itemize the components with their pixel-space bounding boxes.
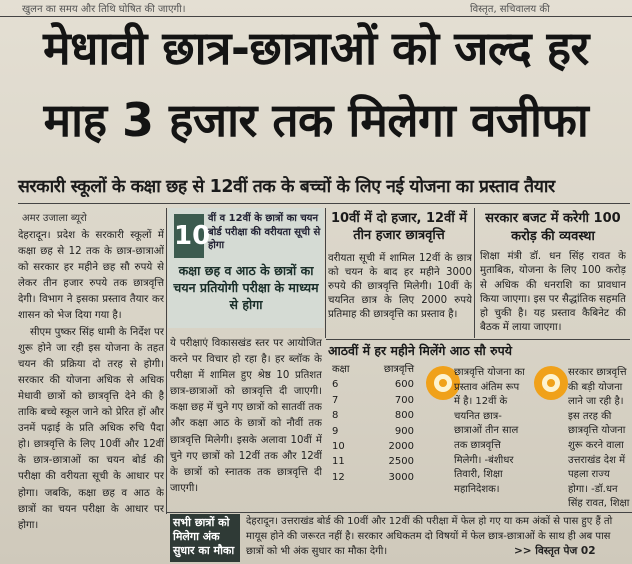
top-strip bbox=[0, 0, 632, 16]
subheadline: सरकारी स्कूलों के कक्षा छह से 12वीं तक के बच्चों के लिए नई योजना का प्रस्ताव तैयार bbox=[18, 177, 555, 197]
panel-rule bbox=[326, 339, 630, 340]
table-cell-amount: 3000 bbox=[388, 471, 414, 483]
top-strip-left: खुलन का समय और तिथि घोषित की जाएगी। bbox=[22, 4, 186, 15]
bottom-rule bbox=[166, 512, 632, 513]
col1-para-2: सीएम पुष्कर सिंह धामी के निर्देश पर शुरू होने जा रही इस योजना के तहत चयन की प्रक्रिया दो तरह से होगी। सरकार की योजना अधिक से अधिक मेधावी छात्रों को छात्रवृत्ति देने की है ताकि बच्चे स्कूल जाने को प्रेरित हों और उनमें पढ़ाई के प्रति अधिक रुचि पैदा हो। छात्रवृत्ति के लिए 10वीं और 12वीं के छात्र-छात्राओं का चयन बोर्ड की परीक्षा की वरीयता सूची के आधार पर होगा। जबकि, कक्षा छह व आठ के छात्रों का चयन परीक्षा के आधार पर होगा। bbox=[18, 326, 164, 531]
headline-line1: मेधावी छात्र-छात्राओं को जल्द हर bbox=[43, 21, 589, 75]
byline: अमर उजाला ब्यूरो bbox=[22, 213, 87, 224]
continued-link[interactable]: >> विस्तृत पेज 02 bbox=[514, 545, 596, 557]
table-cell-amount: 600 bbox=[394, 379, 414, 391]
table-header-class: कक्षा bbox=[332, 364, 350, 375]
quote-official: छात्रवृत्ति योजना का प्रस्ताव अंतिम रूप में है। 12वीं के चयनित छात्र-छात्राओं तीन साल तक छात्रवृत्ति मिलेगी। -बंशीधर तिवारी, शिक्षा महानिदेशक। bbox=[454, 367, 525, 495]
right-text: शिक्षा मंत्री डॉ. धन सिंह रावत के मुताबिक, योजना के लिए 100 करोड़ से अधिक की धनराशि का प्रावधान किया जाएगा। इस पर सैद्धांतिक सहमति हो चुकी है। यह प्रस्ताव कैबिनेट की बैठक में लाया जाएगा। bbox=[480, 251, 626, 334]
sub-rule bbox=[18, 203, 630, 204]
table-cell-class: 12 bbox=[332, 471, 345, 483]
table-cell-class: 10 bbox=[332, 440, 345, 452]
table-cell-class: 6 bbox=[332, 379, 339, 391]
table-cell-amount: 700 bbox=[394, 394, 414, 406]
table-cell-amount: 2000 bbox=[388, 440, 414, 452]
article-column-1 bbox=[18, 228, 164, 544]
table-cell-class: 8 bbox=[332, 410, 339, 422]
table-header-amount: छात्रवृत्ति bbox=[383, 364, 414, 375]
col-divider-2 bbox=[325, 208, 326, 338]
table-cell-amount: 900 bbox=[394, 425, 414, 437]
col1-para-1: देहरादून। प्रदेश के सरकारी स्कूलों में कक्षा छह से 12 तक के छात्र-छात्राओं को सरकार हर महीने छह सौ रुपये से लेकर तीन हजार रुपये तक छात्रवृत्ति देगी। विभाग ने इसका प्रस्ताव तैयार कर शासन को भेज दिया गया है। bbox=[18, 230, 164, 322]
box-text: वीं व 12वीं के छात्रों का चयन बोर्ड परीक्षा की वरीयता सूची से होगा bbox=[208, 213, 321, 251]
middle-heading: 10वीं में दो हजार, 12वीं में तीन हजार छात्रवृत्ति bbox=[331, 211, 467, 243]
table-cell-class: 11 bbox=[332, 456, 345, 468]
col-divider-3 bbox=[474, 208, 475, 338]
quote-minister: सरकार छात्रवृत्ति की बड़ी योजना लाने जा रही है। इस तरह की छात्रवृत्ति योजना शुरू करने वाला उत्तराखंड देश में पहला राज्य होगा। -डॉ.धन सिंह रावत, शिक्षा bbox=[568, 367, 630, 510]
panel-heading: आठवीं में हर महीने मिलेंगे आठ सौ रुपये bbox=[328, 343, 512, 358]
headline-line2: माह 3 हजार तक मिलेगा वजीफा bbox=[43, 93, 589, 147]
right-heading: सरकार बजट में करेगी 100 करोड़ की व्यवस्था bbox=[485, 211, 621, 244]
box-number: 10 bbox=[174, 214, 204, 258]
table-cell-amount: 2500 bbox=[388, 456, 414, 468]
top-strip-right: विस्तृत, सचिवालय की bbox=[470, 4, 550, 15]
col-divider-1 bbox=[166, 208, 167, 514]
table-cell-class: 7 bbox=[332, 394, 339, 406]
bottom-label: सभी छात्रों को मिलेगा अंक सुधार का मौका bbox=[170, 514, 240, 562]
top-rule bbox=[0, 16, 632, 17]
box-heading: कक्षा छह व आठ के छात्रों का चयन प्रतियोगी परीक्षा के माध्यम से होगा bbox=[173, 263, 319, 312]
table-cell-amount: 800 bbox=[394, 410, 414, 422]
article-column-2: ये परीक्षाएं विकासखंड स्तर पर आयोजित करने पर विचार हो रहा है। हर ब्लॉक के परीक्षा में शामिल हुए श्रेष्ठ 10 प्रतिशत छात्र-छात्राओं को छात्रवृत्ति दी जाएगी। कक्षा छह में चुने गए छात्रों को सातवीं तक और कक्षा आठ के छात्रों को नौवीं तक छात्रवृत्ति मिलेगी। इसके अलावा 10वीं में चुने गए छात्रों को 12वीं तक और 12वीं के छात्रों को स्नातक तक छात्रवृत्ति दी जाएगी। bbox=[170, 338, 322, 494]
middle-text: वरीयता सूची में शामिल 12वीं के छात्र को चयन के बाद हर महीने 3000 रुपये की छात्रवृत्ति मिलेगी। 10वीं के चयनित छात्र के लिए 2000 रुपये प्रतिमाह की छात्रवृत्ति का प्रस्ताव है। bbox=[328, 253, 472, 320]
bottom-text: देहरादून। उत्तराखंड बोर्ड की 10वीं और 12वीं की परीक्षा में फेल हो गए या कम अंकों से पास हुए हैं तो मायूस होने की जरूरत नहीं है। सरकार अधिकतम दो विषयों में फेल छात्र-छात्राओं के साथ ही अब पास छात्रों को भी अंक सुधार का मौका देगी। bbox=[246, 516, 613, 557]
table-cell-class: 9 bbox=[332, 425, 339, 437]
